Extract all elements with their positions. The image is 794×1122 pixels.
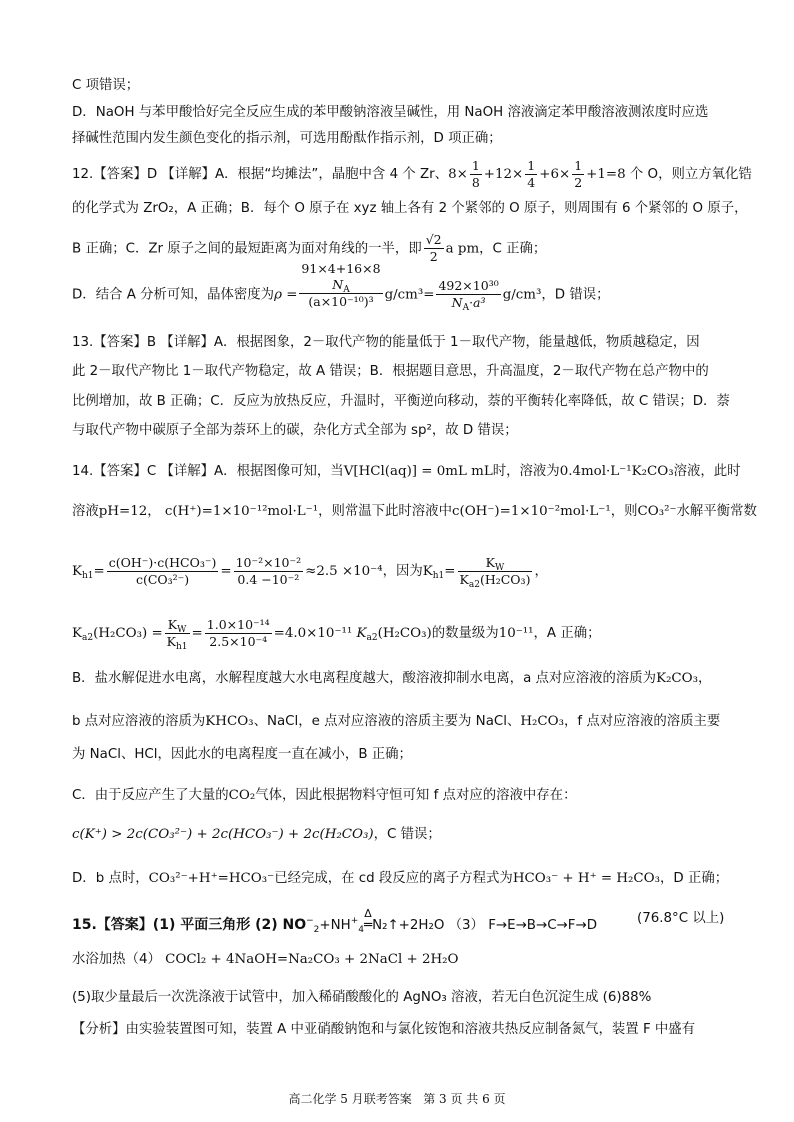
text: ，C 错误； <box>373 827 441 842</box>
text: 比例增加，故 B 正确；C．反应为放热反应，升温时，平衡逆向移动，萘的平衡转化率降低，故 C 错误；D．萘 <box>72 394 730 409</box>
math-expr: K₂CO₃ <box>656 671 699 686</box>
text: 个 O，则立方氧化锆 <box>625 167 752 182</box>
math-expr: c(OH⁻)=1×10⁻²mol·L⁻¹ <box>451 504 611 519</box>
math-expr: CO₂ <box>228 788 256 803</box>
q15-line-b <box>72 950 724 970</box>
text-line <box>72 333 724 353</box>
q14-line-e <box>72 669 724 689</box>
q14-line-a <box>72 462 741 482</box>
text: 时，溶液为 <box>492 464 560 479</box>
text-line <box>72 745 724 765</box>
q12-line-c <box>72 232 724 265</box>
math-expr: pH=12， c(H⁺)=1×10⁻¹²mol·L⁻¹ <box>98 504 319 519</box>
text: (76.8°C 以上) <box>637 911 725 926</box>
text: ，因为 <box>382 564 423 579</box>
text-line <box>72 199 748 219</box>
text: 与取代产物中碳原子全部为萘环上的碳，杂化方式全部为 sp²，故 D 错误； <box>72 423 518 438</box>
text: 13.【答案】B 【详解】A．根据图象，2－取代产物的能量低于 1－取代产物，能量越低，物质越稳定，因 <box>72 335 700 350</box>
footer-page-number: 第 3 页 共 6 页 <box>423 1092 506 1106</box>
text: 此 2－取代产物比 1－取代产物稳定，故 A 错误；B．根据题目意思，升高温度，2－取代产物在总产物中的 <box>72 364 709 379</box>
text: 12.【答案】D 【详解】A．根据“均摊法”，晶胞中含 4 个 Zr、 <box>72 167 449 182</box>
math-expr: V[HCl(aq)] = 0mL mL <box>343 464 493 479</box>
text: 15.【答案】(1) 平面三角形 (2) NO <box>72 917 307 933</box>
q12-line-a <box>72 158 752 191</box>
text-line <box>72 103 724 123</box>
unit: g/cm³ <box>502 287 542 303</box>
heat-arrow: Δ ═ <box>364 907 373 933</box>
math-expr: c(K⁺) > 2c(CO₃²⁻) + 2c(HCO₃⁻) + 2c(H₂CO₃) <box>72 827 374 842</box>
text: ，D 正确； <box>660 871 729 886</box>
q14-line-d: $K_{a2}(H_2CO_3)$ = $\frac{K_W}{K_{h1}}$ = $\frac{\text{1.0×10⁻¹⁴}}{\text{2.5×10⁻⁴}}$ =4.0×10⁻¹¹ $K_{a2}(H_2CO_3)$的数量级为10⁻¹¹，A 正确； <box>72 617 601 652</box>
fraction: $\frac{\text{10⁻²×10⁻²}}{\text{0.4 −10⁻²}}$ <box>235 555 302 587</box>
text: ， <box>698 671 712 686</box>
text: 气体，因此根据物料守恒可知 f 点对应的溶液中存在： <box>255 788 577 803</box>
text: 水解平衡常数 <box>676 504 757 519</box>
fraction: $\frac{K_W}{K_{h1}}$ <box>166 617 188 652</box>
text: D．NaOH 与苯甲酸恰好完全反应生成的苯甲酸钠溶液呈碱性，用 NaOH 溶液滴定苯甲酸溶液测浓度时应选 <box>72 105 709 120</box>
q14-line-c: $K_{h1}=$ $\frac{\text{c(OH⁻)·c(HCO₃⁻)}}{\text{c(CO₃²⁻)}}$ = $\frac{\text{10⁻²×10⁻²}}{\text{0.4 −10⁻²}}$ ≈2.5 ×10⁻⁴，因为$K_{h1}=$ $\frac{K_W}{K_{a2}(H_2CO_3)}$ ， <box>72 555 548 590</box>
text: 溶液，此时 <box>673 464 741 479</box>
fraction: 91×4+16×8 $N_A$ (a×10⁻¹⁰)³ <box>301 261 381 309</box>
fraction: $\frac{\text{c(OH⁻)·c(HCO₃⁻)}}{\text{c(CO₃²⁻)}}$ <box>108 555 217 587</box>
math-expr: KHCO₃ <box>205 714 254 729</box>
text: 的数量级为 <box>431 626 499 641</box>
text: +NH <box>319 918 351 933</box>
math-expr: a pm <box>445 241 480 257</box>
math-expr: CO₃²⁻ <box>637 504 677 519</box>
text: b 点对应溶液的溶质为 <box>72 714 206 729</box>
fraction: $\frac{\text{1.0×10⁻¹⁴}}{\text{2.5×10⁻⁴}}$ <box>206 617 270 649</box>
math-expr: K <box>72 626 83 641</box>
q14-line-i <box>72 825 724 845</box>
text-line <box>72 421 724 441</box>
text: ，A 正确； <box>533 626 601 641</box>
text: 【分析】由实验装置图可知，装置 A 中亚硝酸钠饱和与氯化铵饱和溶液共热反应制备氮气，装置 F 中盛有 <box>72 1022 696 1037</box>
text-line <box>72 988 724 1008</box>
math-expr: HCO₃⁻ + H⁺ = H₂CO₃ <box>512 871 661 886</box>
text: 溶液 <box>72 504 99 519</box>
text: (5)取少量最后一次洗涤液于试管中，加入稀硝酸酸化的 AgNO₃ 溶液，若无白色沉淀生成 (6)88% <box>72 990 652 1005</box>
text: ，C 正确； <box>479 241 547 257</box>
fraction: $\frac{1}{4}$ <box>527 158 536 190</box>
q14-line-h <box>72 786 724 806</box>
text: C．由于反应产生了大量的 <box>72 788 229 803</box>
fraction: $\frac{K_W}{K_{a2}(H_2CO_3)}$ <box>459 555 531 590</box>
footer-course: 高二化学 5 月联考答案 <box>288 1092 412 1106</box>
q14-line-j <box>72 869 729 889</box>
math-expr: CO₃²⁻+H⁺=HCO₃⁻ <box>148 871 275 886</box>
fraction: $\frac{1}{2}$ <box>574 158 583 190</box>
math-expr: 8× $\frac{1}{8}$ +12× $\frac{1}{4}$ +6× $\frac{1}{2}$ +1=8 <box>448 158 626 190</box>
text: ，则常温下此时溶液中 <box>318 504 452 519</box>
text-line <box>72 129 724 149</box>
text: D．结合 A 分析可知，晶体密度为 <box>72 287 275 303</box>
math-expr: COCl₂ + 4NaOH=Na₂CO₃ + 2NaCl + 2H₂O <box>165 952 459 967</box>
text: 择碱性范围内发生颜色变化的指示剂，可选用酚酞作指示剂，D 项正确； <box>72 131 502 146</box>
text-line <box>72 392 730 412</box>
text: C 项错误； <box>72 78 140 93</box>
text: 14.【答案】C 【详解】A．根据图像可知，当 <box>72 464 344 479</box>
math-expr: ≈2.5 ×10⁻⁴ <box>305 564 383 579</box>
text: B 正确；C．Zr 原子之间的最短距离为面对角线的一半，即 <box>72 241 422 257</box>
math-expr: K <box>72 564 83 579</box>
text: B．盐水解促进水电离，水解程度越大水电离程度越大，酸溶液抑制水电离，a 点对应溶液的溶质为 <box>72 671 657 686</box>
q14-line-b <box>72 502 757 522</box>
text: D．b 点时， <box>72 871 149 886</box>
q15-line-a: 15.【答案】(1) 平面三角形 (2) $NO^-_2+NH^+_4$ Δ ═N₂↑+2H₂O （3） F→E→B→C→F→D (76.8°C 以上) <box>72 907 725 935</box>
text: 的化学式为 ZrO₂，A 正确；B．每个 O 原子在 xyz 轴上各有 2 个紧邻的 O 原子，则周围有 6 个紧邻的 O 原子， <box>72 201 748 216</box>
text: 为 NaCl、HCl，因此水的电离程度一直在减小，B 正确； <box>72 747 412 762</box>
text-line <box>72 1020 724 1040</box>
fraction: $\frac{√2}{2}$ <box>425 232 442 264</box>
text-line <box>72 76 724 96</box>
text: ，D 错误； <box>541 287 610 303</box>
fraction: $\frac{1}{8}$ <box>471 158 480 190</box>
unit: g/cm³ <box>384 287 424 303</box>
math-expr: 0.4mol·L⁻¹K₂CO₃ <box>559 464 674 479</box>
text: ，则 <box>610 504 638 519</box>
text: ，f 点对应溶液的溶质主要 <box>564 714 721 729</box>
q14-line-f <box>72 712 724 732</box>
text: 、NaCl，e 点对应溶液的溶质主要为 NaCl、 <box>253 714 521 729</box>
text: N₂↑+2H₂O （3） F→E→B→C→F→D <box>372 918 598 933</box>
fraction: $\frac{\text{492×10³⁰}}{N_A\cdot a^3}$ <box>438 278 499 313</box>
text-line <box>72 362 724 382</box>
text: 已经完成，在 cd 段反应的离子方程式为 <box>274 871 513 886</box>
text: ， <box>534 564 548 579</box>
page-footer <box>0 1090 794 1107</box>
text: 水浴加热（4） <box>72 952 161 967</box>
math-expr: ρ = <box>274 287 298 303</box>
q12-line-d: D．结合 A 分析可知，晶体密度为ρ = 91×4+16×8 $N_A$ (a×10⁻¹⁰)³ g/cm³= $\frac{\text{492×10³⁰}}{N_A\cdot a^3}$ g/cm³，D 错误； <box>72 261 610 313</box>
math-expr: H₂CO₃ <box>520 714 565 729</box>
